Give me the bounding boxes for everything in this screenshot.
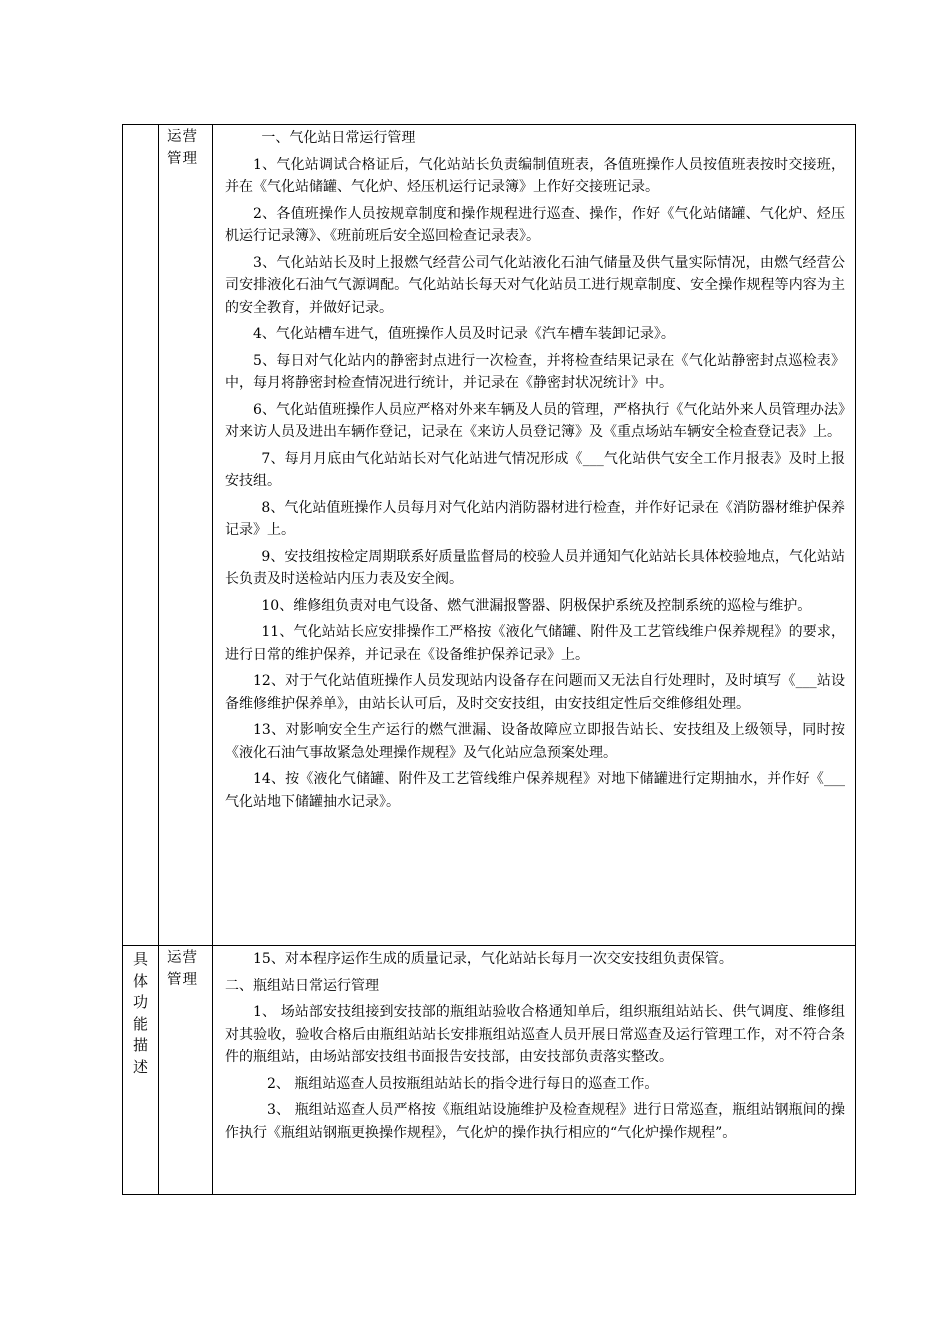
side-label-char: 能 [132, 1014, 148, 1033]
paragraph: 13、对影响安全生产运行的燃气泄漏、设备故障应立即报告站长、安技组及上级领导，同时按《液化石油气事故紧急处理操作规程》及气化站应急预案处理。 [225, 722, 845, 761]
category-line: 运营 [167, 129, 198, 145]
category-line: 管理 [167, 150, 198, 167]
paragraph: 2、各值班操作人员按规章制度和操作规程进行巡查、操作，作好《气化站储罐、气化炉、烃压机运行记录簿》、《班前班后安全巡回检查记录表》。 [225, 205, 845, 244]
paragraph: 3、 瓶组站巡查人员严格按《瓶组站设施维护及检查规程》进行日常巡查，瓶组站钢瓶间的操作执行《瓶组站钢瓶更换操作规程》，气化炉的操作执行相应的“气化炉操作规程”。 [225, 1102, 845, 1141]
paragraph: 15、对本程序运作生成的质量记录，气化站站长每月一次交安技组负责保管。 [253, 951, 733, 967]
paragraph: 3、气化站站长及时上报燃气经营公司气化站液化石油气储量及供气量实际情况，由燃气经营公司安排液化石油气气源调配。气化站站长每天对气化站员工进行规章制度、安全操作规程等内容为主的安全教育，并做好记录。 [225, 254, 845, 316]
section-heading: 二、瓶组站日常运行管理 [225, 977, 379, 994]
paragraph: 5、每日对气化站内的静密封点进行一次检查，并将检查结果记录在《气化站静密封点巡检表》中，每月将静密封检查情况进行统计，并记录在《静密封状况统计》中。 [225, 352, 845, 391]
paragraph: 11、气化站站长应安排操作工严格按《液化气储罐、附件及工艺管线维户保养规程》的要求，进行日常的维护保养，并记录在《设备维护保养记录》上。 [225, 624, 845, 663]
side-label-char: 体 [132, 971, 148, 990]
category-cell [159, 946, 213, 1195]
category-cell [159, 125, 213, 946]
content-cell [213, 946, 856, 1195]
side-label-char: 描 [132, 1036, 148, 1054]
paragraph: 2、 瓶组站巡查人员按瓶组站站长的指令进行每日的巡查工作。 [267, 1075, 659, 1092]
procedure-table [122, 124, 856, 1195]
paragraph: 6、气化站值班操作人员应严格对外来车辆及人员的管理，严格执行《气化站外来人员管理办法》对来访人员及进出车辆作登记，记录在《来访人员登记簿》及《重点场站车辆安全检查登记表》上。 [225, 401, 845, 440]
table-row [123, 125, 856, 946]
side-label-char: 功 [132, 993, 148, 1011]
paragraph: 4、气化站槽车进气，值班操作人员及时记录《汽车槽车装卸记录》。 [253, 326, 675, 342]
category-line: 运营 [167, 950, 198, 966]
category-line: 管理 [167, 971, 198, 988]
paragraph: 14、按《液化气储罐、附件及工艺管线维户保养规程》对地下储罐进行定期抽水，并作好《___气化站地下储罐抽水记录》。 [225, 771, 845, 810]
side-label-char: 述 [132, 1057, 148, 1076]
paragraph: 1、气化站调试合格证后，气化站站长负责编制值班表，各值班操作人员按值班表按时交接班，并在《气化站储罐、气化炉、烃压机运行记录簿》上作好交接班记录。 [225, 156, 845, 195]
side-label-char: 具 [132, 950, 148, 968]
paragraph: 12、对于气化站值班操作人员发现站内设备存在问题而又无法自行处理时，及时填写《___站设备维修维护保养单》，由站长认可后，及时交安技组，由安技组定性后交维修组处理。 [225, 673, 845, 712]
table-row [123, 946, 856, 1195]
side-label-cell [123, 946, 159, 1195]
paragraph: 10、维修组负责对电气设备、燃气泄漏报警器、阴极保护系统及控制系统的巡检与维护。 [261, 597, 812, 614]
paragraph: 8、气化站值班操作人员每月对气化站内消防器材进行检查，并作好记录在《消防器材维护保养记录》上。 [225, 499, 845, 538]
content-cell [213, 125, 856, 946]
section-heading: 一、气化站日常运行管理 [261, 130, 416, 146]
paragraph: 9、安技组按检定周期联系好质量监督局的校验人员并通知气化站站长具体校验地点，气化站站长负责及时送检站内压力表及安全阀。 [225, 548, 845, 587]
paragraph: 1、 场站部安技组接到安技部的瓶组站验收合格通知单后，组织瓶组站站长、供气调度、维修组对其验收，验收合格后由瓶组站站长安排瓶组站巡查人员开展日常巡查及运行管理工作，对不符合条件的瓶组站，由场站部安技组书面报告安技部，由安技部负责落实整改。 [225, 1004, 845, 1065]
paragraph: 7、每月月底由气化站站长对气化站进气情况形成《___气化站供气安全工作月报表》及时上报安技组。 [225, 450, 845, 489]
side-label-cell [123, 125, 159, 946]
